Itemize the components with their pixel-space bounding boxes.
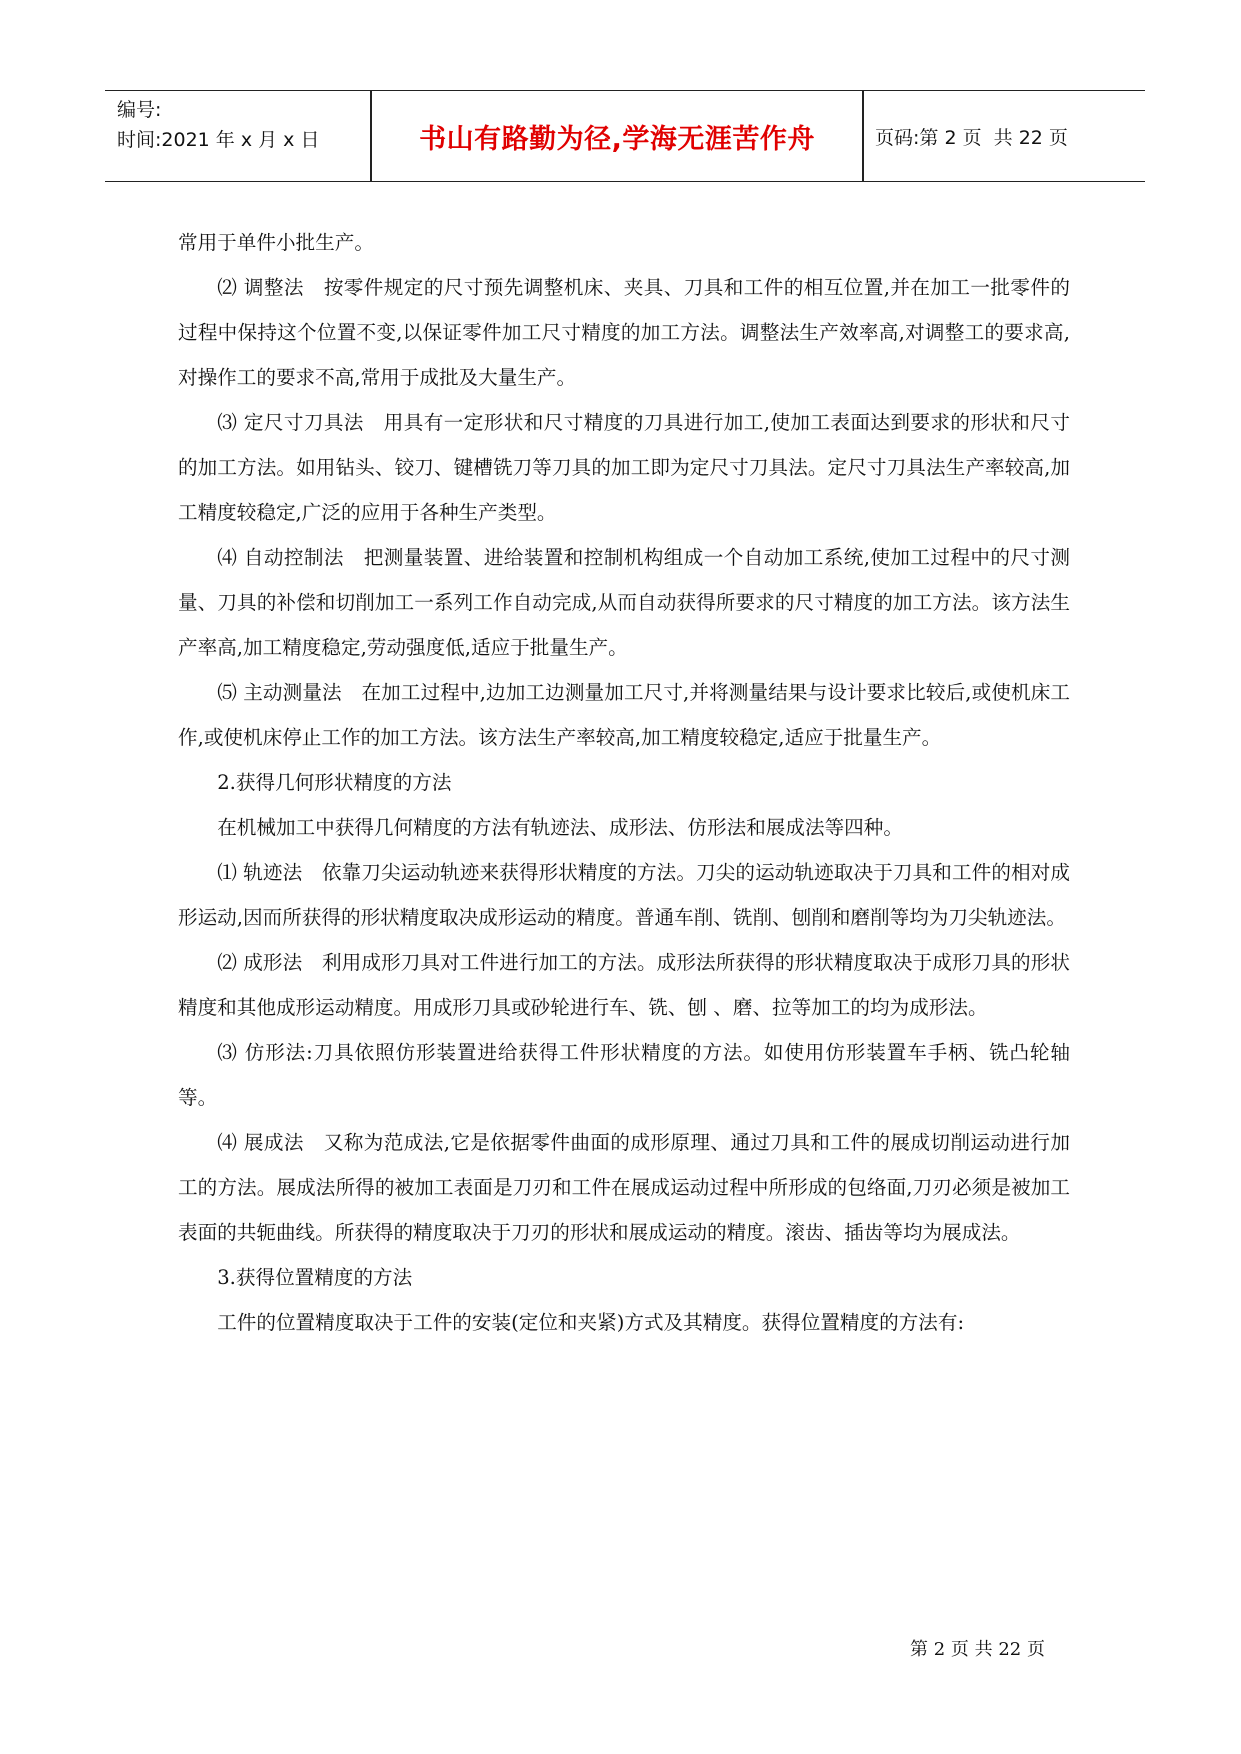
- document-body: [178, 220, 1070, 1345]
- paragraph-continuation: 常用于单件小批生产。: [178, 231, 374, 254]
- paragraph-active-measurement-method: ⑸ 主动测量法 在加工过程中,边加工边测量加工尺寸,并将测量结果与设计要求比较后,或使机床工作,或使机床停止工作的加工方法。该方法生产率较高,加工精度较稳定,适应于批量生产。: [178, 681, 1070, 749]
- paragraph-shape-accuracy-intro: 在机械加工中获得几何精度的方法有轨迹法、成形法、仿形法和展成法等四种。: [217, 816, 903, 839]
- paragraph-automatic-control-method: ⑷ 自动控制法 把测量装置、进给装置和控制机构组成一个自动加工系统,使加工过程中的尺寸测量、刀具的补偿和切削加工一系列工作自动完成,从而自动获得所要求的尺寸精度的加工方法。该方法生产率高,加工精度稳定,劳动强度低,适应于批量生产。: [178, 546, 1070, 659]
- header-divider-right: [862, 91, 864, 181]
- header-page-number: 页码:第 2 页 共 22 页: [875, 126, 1068, 149]
- header-meta: [117, 95, 357, 155]
- section-heading-shape-accuracy: 2.获得几何形状精度的方法: [217, 771, 452, 794]
- section-heading-position-accuracy: 3.获得位置精度的方法: [217, 1266, 413, 1289]
- paragraph-forming-method: ⑵ 成形法 利用成形刀具对工件进行加工的方法。成形法所获得的形状精度取决于成形刀具的形状精度和其他成形运动精度。用成形刀具或砂轮进行车、铣、刨 、磨、拉等加工的均为成形法。: [178, 951, 1070, 1019]
- paragraph-trajectory-method: ⑴ 轨迹法 依靠刀尖运动轨迹来获得形状精度的方法。刀尖的运动轨迹取决于刀具和工件的相对成形运动,因而所获得的形状精度取决成形运动的精度。普通车削、铣削、刨削和磨削等均为刀尖轨迹法。: [178, 861, 1070, 929]
- paragraph-adjustment-method: ⑵ 调整法 按零件规定的尺寸预先调整机床、夹具、刀具和工件的相互位置,并在加工一批零件的过程中保持这个位置不变,以保证零件加工尺寸精度的加工方法。调整法生产效率高,对调整工的要求高,对操作工的要求不高,常用于成批及大量生产。: [178, 276, 1070, 389]
- paragraph-fixed-size-tool-method: ⑶ 定尺寸刀具法 用具有一定形状和尺寸精度的刀具进行加工,使加工表面达到要求的形状和尺寸的加工方法。如用钻头、铰刀、键槽铣刀等刀具的加工即为定尺寸刀具法。定尺寸刀具法生产率较高,加工精度较稳定,广泛的应用于各种生产类型。: [178, 411, 1070, 524]
- header-motto: 书山有路勤为径,学海无涯苦作舟: [419, 123, 815, 155]
- paragraph-profiling-method: ⑶ 仿形法:刀具依照仿形装置进给获得工件形状精度的方法。如使用仿形装置车手柄、铣凸轮轴等。: [178, 1041, 1070, 1109]
- footer-page-indicator: 第 2 页 共 22 页: [910, 1639, 1045, 1660]
- document-code-label: 编号:: [117, 99, 162, 121]
- document-time-label: 时间:2021 年 x 月 x 日: [117, 129, 320, 151]
- paragraph-position-accuracy-intro: 工件的位置精度取决于工件的安装(定位和夹紧)方式及其精度。获得位置精度的方法有:: [217, 1311, 965, 1334]
- document-header: [105, 90, 1145, 182]
- paragraph-generating-method: ⑷ 展成法 又称为范成法,它是依据零件曲面的成形原理、通过刀具和工件的展成切削运动进行加工的方法。展成法所得的被加工表面是刀刃和工件在展成运动过程中所形成的包络面,刀刃必须是被加工表面的共轭曲线。所获得的精度取决于刀刃的形状和展成运动的精度。滚齿、插齿等均为展成法。: [178, 1131, 1070, 1244]
